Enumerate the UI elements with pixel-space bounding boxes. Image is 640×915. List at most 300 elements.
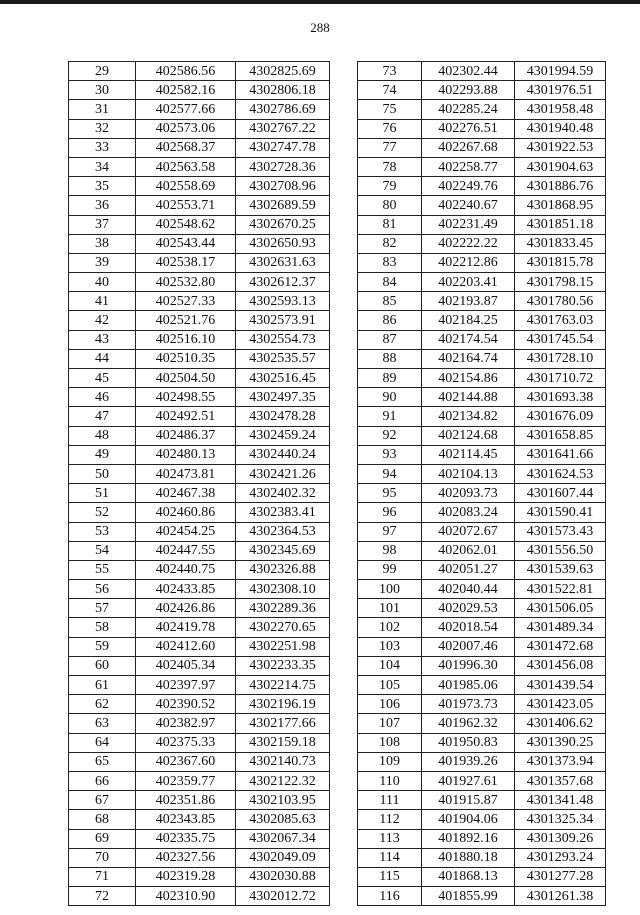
point-number-cell: 85 <box>358 292 422 311</box>
table-row <box>69 599 330 618</box>
y-coordinate-cell: 4302459.24 <box>236 426 330 445</box>
x-coordinate-cell: 402293.88 <box>422 81 515 100</box>
point-number-cell: 107 <box>358 714 422 733</box>
point-number-cell: 44 <box>69 349 136 368</box>
table-row <box>358 100 606 119</box>
y-coordinate-cell: 4301904.63 <box>515 157 606 176</box>
x-coordinate-cell: 402390.52 <box>136 695 236 714</box>
x-coordinate-cell: 402480.13 <box>136 445 236 464</box>
table-row <box>358 714 606 733</box>
y-coordinate-cell: 4301489.34 <box>515 618 606 637</box>
point-number-cell: 92 <box>358 426 422 445</box>
x-coordinate-cell: 401985.06 <box>422 676 515 695</box>
table-row <box>69 138 330 157</box>
table-row <box>358 752 606 771</box>
x-coordinate-cell: 402203.41 <box>422 273 515 292</box>
table-row <box>69 560 330 579</box>
y-coordinate-cell: 4301539.63 <box>515 560 606 579</box>
y-coordinate-cell: 4302159.18 <box>236 733 330 752</box>
point-number-cell: 46 <box>69 388 136 407</box>
y-coordinate-cell: 4301798.15 <box>515 273 606 292</box>
table-row <box>358 215 606 234</box>
x-coordinate-cell: 402249.76 <box>422 177 515 196</box>
y-coordinate-cell: 4301607.44 <box>515 484 606 503</box>
x-coordinate-cell: 402212.86 <box>422 253 515 272</box>
y-coordinate-cell: 4301472.68 <box>515 637 606 656</box>
y-coordinate-cell: 4301357.68 <box>515 771 606 790</box>
table-row <box>358 867 606 886</box>
y-coordinate-cell: 4302402.32 <box>236 484 330 503</box>
x-coordinate-cell: 402319.28 <box>136 867 236 886</box>
point-number-cell: 106 <box>358 695 422 714</box>
y-coordinate-cell: 4302593.13 <box>236 292 330 311</box>
point-number-cell: 100 <box>358 580 422 599</box>
table-row <box>358 791 606 810</box>
y-coordinate-cell: 4302012.72 <box>236 887 330 906</box>
y-coordinate-cell: 4302747.78 <box>236 138 330 157</box>
table-row <box>358 522 606 541</box>
table-row <box>69 369 330 388</box>
y-coordinate-cell: 4302030.88 <box>236 867 330 886</box>
x-coordinate-cell: 402543.44 <box>136 234 236 253</box>
x-coordinate-cell: 402040.44 <box>422 580 515 599</box>
point-number-cell: 87 <box>358 330 422 349</box>
point-number-cell: 34 <box>69 157 136 176</box>
point-number-cell: 47 <box>69 407 136 426</box>
point-number-cell: 69 <box>69 829 136 848</box>
x-coordinate-cell: 402553.71 <box>136 196 236 215</box>
point-number-cell: 64 <box>69 733 136 752</box>
point-number-cell: 99 <box>358 560 422 579</box>
table-row <box>69 119 330 138</box>
point-number-cell: 37 <box>69 215 136 234</box>
point-number-cell: 88 <box>358 349 422 368</box>
coordinates-table-left <box>68 61 330 906</box>
point-number-cell: 110 <box>358 771 422 790</box>
y-coordinate-cell: 4301976.51 <box>515 81 606 100</box>
table-row <box>358 637 606 656</box>
point-number-cell: 90 <box>358 388 422 407</box>
point-number-cell: 83 <box>358 253 422 272</box>
y-coordinate-cell: 4301556.50 <box>515 541 606 560</box>
y-coordinate-cell: 4301780.56 <box>515 292 606 311</box>
point-number-cell: 55 <box>69 560 136 579</box>
x-coordinate-cell: 402124.68 <box>422 426 515 445</box>
table-row <box>69 752 330 771</box>
point-number-cell: 58 <box>69 618 136 637</box>
y-coordinate-cell: 4301693.38 <box>515 388 606 407</box>
x-coordinate-cell: 402267.68 <box>422 138 515 157</box>
table-row <box>358 829 606 848</box>
y-coordinate-cell: 4302631.63 <box>236 253 330 272</box>
table-row <box>358 407 606 426</box>
table-row <box>69 253 330 272</box>
x-coordinate-cell: 402454.25 <box>136 522 236 541</box>
x-coordinate-cell: 402093.73 <box>422 484 515 503</box>
y-coordinate-cell: 4302196.19 <box>236 695 330 714</box>
table-row <box>358 848 606 867</box>
table-row <box>69 349 330 368</box>
y-coordinate-cell: 4302383.41 <box>236 503 330 522</box>
table-row <box>358 733 606 752</box>
x-coordinate-cell: 402573.06 <box>136 119 236 138</box>
table-row <box>358 311 606 330</box>
table-row <box>358 292 606 311</box>
x-coordinate-cell: 402072.67 <box>422 522 515 541</box>
point-number-cell: 30 <box>69 81 136 100</box>
point-number-cell: 51 <box>69 484 136 503</box>
y-coordinate-cell: 4301293.24 <box>515 848 606 867</box>
table-row <box>358 426 606 445</box>
y-coordinate-cell: 4302364.53 <box>236 522 330 541</box>
x-coordinate-cell: 402302.44 <box>422 62 515 81</box>
y-coordinate-cell: 4302650.93 <box>236 234 330 253</box>
table-row <box>69 234 330 253</box>
table-row <box>69 464 330 483</box>
y-coordinate-cell: 4302497.35 <box>236 388 330 407</box>
coordinates-table-right-body <box>358 62 606 906</box>
point-number-cell: 70 <box>69 848 136 867</box>
table-row <box>69 676 330 695</box>
x-coordinate-cell: 402083.24 <box>422 503 515 522</box>
y-coordinate-cell: 4302612.37 <box>236 273 330 292</box>
x-coordinate-cell: 402538.17 <box>136 253 236 272</box>
x-coordinate-cell: 402276.51 <box>422 119 515 138</box>
y-coordinate-cell: 4301851.18 <box>515 215 606 234</box>
y-coordinate-cell: 4302478.28 <box>236 407 330 426</box>
point-number-cell: 68 <box>69 810 136 829</box>
y-coordinate-cell: 4302573.91 <box>236 311 330 330</box>
table-row <box>69 445 330 464</box>
table-row <box>358 541 606 560</box>
point-number-cell: 73 <box>358 62 422 81</box>
point-number-cell: 93 <box>358 445 422 464</box>
x-coordinate-cell: 402184.25 <box>422 311 515 330</box>
table-row <box>358 560 606 579</box>
point-number-cell: 57 <box>69 599 136 618</box>
x-coordinate-cell: 402134.82 <box>422 407 515 426</box>
x-coordinate-cell: 401996.30 <box>422 656 515 675</box>
point-number-cell: 40 <box>69 273 136 292</box>
point-number-cell: 62 <box>69 695 136 714</box>
x-coordinate-cell: 401939.26 <box>422 752 515 771</box>
point-number-cell: 45 <box>69 369 136 388</box>
table-row <box>358 695 606 714</box>
table-row <box>69 503 330 522</box>
y-coordinate-cell: 4301676.09 <box>515 407 606 426</box>
y-coordinate-cell: 4301390.25 <box>515 733 606 752</box>
table-row <box>358 887 606 906</box>
x-coordinate-cell: 401855.99 <box>422 887 515 906</box>
x-coordinate-cell: 402516.10 <box>136 330 236 349</box>
table-row <box>358 81 606 100</box>
x-coordinate-cell: 402397.97 <box>136 676 236 695</box>
x-coordinate-cell: 402104.13 <box>422 464 515 483</box>
table-row <box>358 253 606 272</box>
y-coordinate-cell: 4302085.63 <box>236 810 330 829</box>
x-coordinate-cell: 402382.97 <box>136 714 236 733</box>
point-number-cell: 86 <box>358 311 422 330</box>
table-row <box>69 618 330 637</box>
point-number-cell: 112 <box>358 810 422 829</box>
table-row <box>69 771 330 790</box>
x-coordinate-cell: 401915.87 <box>422 791 515 810</box>
y-coordinate-cell: 4302067.34 <box>236 829 330 848</box>
table-row <box>358 177 606 196</box>
point-number-cell: 82 <box>358 234 422 253</box>
y-coordinate-cell: 4302140.73 <box>236 752 330 771</box>
y-coordinate-cell: 4301815.78 <box>515 253 606 272</box>
point-number-cell: 53 <box>69 522 136 541</box>
x-coordinate-cell: 402412.60 <box>136 637 236 656</box>
y-coordinate-cell: 4301522.81 <box>515 580 606 599</box>
x-coordinate-cell: 401962.32 <box>422 714 515 733</box>
x-coordinate-cell: 402498.55 <box>136 388 236 407</box>
point-number-cell: 36 <box>69 196 136 215</box>
table-row <box>69 426 330 445</box>
point-number-cell: 61 <box>69 676 136 695</box>
x-coordinate-cell: 402335.75 <box>136 829 236 848</box>
point-number-cell: 38 <box>69 234 136 253</box>
y-coordinate-cell: 4302689.59 <box>236 196 330 215</box>
x-coordinate-cell: 401868.13 <box>422 867 515 886</box>
table-row <box>69 810 330 829</box>
y-coordinate-cell: 4301728.10 <box>515 349 606 368</box>
x-coordinate-cell: 402440.75 <box>136 560 236 579</box>
x-coordinate-cell: 402343.85 <box>136 810 236 829</box>
y-coordinate-cell: 4301261.38 <box>515 887 606 906</box>
x-coordinate-cell: 402007.46 <box>422 637 515 656</box>
table-row <box>358 388 606 407</box>
point-number-cell: 54 <box>69 541 136 560</box>
table-row <box>358 580 606 599</box>
table-row <box>69 580 330 599</box>
x-coordinate-cell: 402405.34 <box>136 656 236 675</box>
x-coordinate-cell: 402577.66 <box>136 100 236 119</box>
y-coordinate-cell: 4301763.03 <box>515 311 606 330</box>
y-coordinate-cell: 4301624.53 <box>515 464 606 483</box>
x-coordinate-cell: 402586.56 <box>136 62 236 81</box>
y-coordinate-cell: 4302670.25 <box>236 215 330 234</box>
x-coordinate-cell: 402231.49 <box>422 215 515 234</box>
x-coordinate-cell: 402426.86 <box>136 599 236 618</box>
y-coordinate-cell: 4302103.95 <box>236 791 330 810</box>
table-row <box>358 369 606 388</box>
table-row <box>69 196 330 215</box>
point-number-cell: 43 <box>69 330 136 349</box>
x-coordinate-cell: 402504.50 <box>136 369 236 388</box>
table-row <box>69 388 330 407</box>
point-number-cell: 78 <box>358 157 422 176</box>
y-coordinate-cell: 4301506.05 <box>515 599 606 618</box>
coordinates-table-right <box>357 61 606 906</box>
y-coordinate-cell: 4301745.54 <box>515 330 606 349</box>
x-coordinate-cell: 402563.58 <box>136 157 236 176</box>
y-coordinate-cell: 4302049.09 <box>236 848 330 867</box>
point-number-cell: 95 <box>358 484 422 503</box>
x-coordinate-cell: 402193.87 <box>422 292 515 311</box>
point-number-cell: 56 <box>69 580 136 599</box>
table-row <box>69 157 330 176</box>
y-coordinate-cell: 4301590.41 <box>515 503 606 522</box>
y-coordinate-cell: 4301573.43 <box>515 522 606 541</box>
x-coordinate-cell: 402375.33 <box>136 733 236 752</box>
x-coordinate-cell: 402258.77 <box>422 157 515 176</box>
table-row <box>69 484 330 503</box>
x-coordinate-cell: 402473.81 <box>136 464 236 483</box>
table-row <box>358 464 606 483</box>
table-row <box>358 810 606 829</box>
y-coordinate-cell: 4302728.36 <box>236 157 330 176</box>
y-coordinate-cell: 4301958.48 <box>515 100 606 119</box>
table-row <box>69 541 330 560</box>
x-coordinate-cell: 402521.76 <box>136 311 236 330</box>
x-coordinate-cell: 402532.80 <box>136 273 236 292</box>
x-coordinate-cell: 402433.85 <box>136 580 236 599</box>
table-row <box>69 330 330 349</box>
point-number-cell: 96 <box>358 503 422 522</box>
x-coordinate-cell: 402327.56 <box>136 848 236 867</box>
point-number-cell: 59 <box>69 637 136 656</box>
point-number-cell: 101 <box>358 599 422 618</box>
x-coordinate-cell: 401904.06 <box>422 810 515 829</box>
y-coordinate-cell: 4301868.95 <box>515 196 606 215</box>
y-coordinate-cell: 4301658.85 <box>515 426 606 445</box>
y-coordinate-cell: 4301325.34 <box>515 810 606 829</box>
table-row <box>358 656 606 675</box>
y-coordinate-cell: 4301341.48 <box>515 791 606 810</box>
y-coordinate-cell: 4301994.59 <box>515 62 606 81</box>
table-row <box>358 445 606 464</box>
y-coordinate-cell: 4302177.66 <box>236 714 330 733</box>
y-coordinate-cell: 4302122.32 <box>236 771 330 790</box>
table-row <box>358 196 606 215</box>
table-row <box>358 349 606 368</box>
x-coordinate-cell: 402548.62 <box>136 215 236 234</box>
point-number-cell: 103 <box>358 637 422 656</box>
y-coordinate-cell: 4301833.45 <box>515 234 606 253</box>
table-row <box>69 522 330 541</box>
point-number-cell: 31 <box>69 100 136 119</box>
y-coordinate-cell: 4302251.98 <box>236 637 330 656</box>
x-coordinate-cell: 402582.16 <box>136 81 236 100</box>
x-coordinate-cell: 402285.24 <box>422 100 515 119</box>
y-coordinate-cell: 4302825.69 <box>236 62 330 81</box>
point-number-cell: 77 <box>358 138 422 157</box>
y-coordinate-cell: 4302308.10 <box>236 580 330 599</box>
y-coordinate-cell: 4302806.18 <box>236 81 330 100</box>
y-coordinate-cell: 4302440.24 <box>236 445 330 464</box>
table-row <box>69 791 330 810</box>
x-coordinate-cell: 402367.60 <box>136 752 236 771</box>
y-coordinate-cell: 4302233.35 <box>236 656 330 675</box>
point-number-cell: 35 <box>69 177 136 196</box>
point-number-cell: 50 <box>69 464 136 483</box>
point-number-cell: 84 <box>358 273 422 292</box>
table-row <box>358 484 606 503</box>
y-coordinate-cell: 4301423.05 <box>515 695 606 714</box>
x-coordinate-cell: 402467.38 <box>136 484 236 503</box>
x-coordinate-cell: 401880.18 <box>422 848 515 867</box>
x-coordinate-cell: 401927.61 <box>422 771 515 790</box>
point-number-cell: 114 <box>358 848 422 867</box>
page-number: 288 <box>310 20 330 35</box>
point-number-cell: 75 <box>358 100 422 119</box>
point-number-cell: 81 <box>358 215 422 234</box>
x-coordinate-cell: 402029.53 <box>422 599 515 618</box>
x-coordinate-cell: 402359.77 <box>136 771 236 790</box>
y-coordinate-cell: 4302708.96 <box>236 177 330 196</box>
point-number-cell: 52 <box>69 503 136 522</box>
point-number-cell: 89 <box>358 369 422 388</box>
point-number-cell: 71 <box>69 867 136 886</box>
point-number-cell: 63 <box>69 714 136 733</box>
x-coordinate-cell: 402144.88 <box>422 388 515 407</box>
point-number-cell: 39 <box>69 253 136 272</box>
x-coordinate-cell: 402510.35 <box>136 349 236 368</box>
x-coordinate-cell: 402018.54 <box>422 618 515 637</box>
y-coordinate-cell: 4302554.73 <box>236 330 330 349</box>
y-coordinate-cell: 4301710.72 <box>515 369 606 388</box>
table-row <box>358 119 606 138</box>
table-row <box>358 618 606 637</box>
table-row <box>358 599 606 618</box>
table-row <box>69 100 330 119</box>
table-row <box>358 503 606 522</box>
y-coordinate-cell: 4301309.26 <box>515 829 606 848</box>
x-coordinate-cell: 402174.54 <box>422 330 515 349</box>
point-number-cell: 48 <box>69 426 136 445</box>
y-coordinate-cell: 4302289.36 <box>236 599 330 618</box>
x-coordinate-cell: 401973.73 <box>422 695 515 714</box>
y-coordinate-cell: 4301373.94 <box>515 752 606 771</box>
table-row <box>69 215 330 234</box>
table-row <box>358 676 606 695</box>
table-row <box>69 714 330 733</box>
table-row <box>69 273 330 292</box>
point-number-cell: 80 <box>358 196 422 215</box>
table-row <box>69 81 330 100</box>
point-number-cell: 29 <box>69 62 136 81</box>
table-row <box>69 848 330 867</box>
y-coordinate-cell: 4302786.69 <box>236 100 330 119</box>
x-coordinate-cell: 401950.83 <box>422 733 515 752</box>
point-number-cell: 104 <box>358 656 422 675</box>
coordinates-table-left-body <box>69 62 330 906</box>
point-number-cell: 60 <box>69 656 136 675</box>
y-coordinate-cell: 4302516.45 <box>236 369 330 388</box>
y-coordinate-cell: 4302421.26 <box>236 464 330 483</box>
table-row <box>358 62 606 81</box>
page-top-edge <box>0 0 640 4</box>
x-coordinate-cell: 402460.86 <box>136 503 236 522</box>
table-row <box>69 292 330 311</box>
point-number-cell: 111 <box>358 791 422 810</box>
y-coordinate-cell: 4302535.57 <box>236 349 330 368</box>
point-number-cell: 32 <box>69 119 136 138</box>
y-coordinate-cell: 4301456.08 <box>515 656 606 675</box>
point-number-cell: 91 <box>358 407 422 426</box>
table-row <box>69 867 330 886</box>
y-coordinate-cell: 4302214.75 <box>236 676 330 695</box>
x-coordinate-cell: 402351.86 <box>136 791 236 810</box>
point-number-cell: 41 <box>69 292 136 311</box>
y-coordinate-cell: 4302270.65 <box>236 618 330 637</box>
x-coordinate-cell: 402240.67 <box>422 196 515 215</box>
point-number-cell: 79 <box>358 177 422 196</box>
point-number-cell: 76 <box>358 119 422 138</box>
table-row <box>69 62 330 81</box>
